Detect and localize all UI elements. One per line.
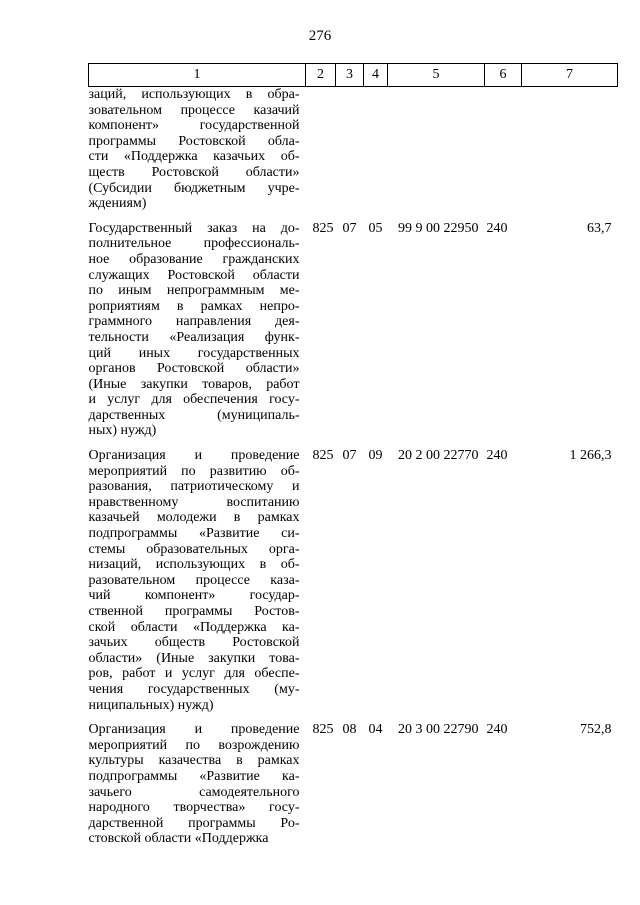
table-body — [89, 87, 618, 856]
description-line: и услуг для обеспечения госу- — [88, 392, 300, 408]
description-line: ров, работ и услуг для обеспе- — [88, 666, 300, 682]
description-line: роприятиям в рамках непро- — [88, 298, 300, 314]
code-razdel: 07 — [342, 448, 357, 464]
code-razdel: 08 — [342, 722, 357, 738]
description-line: подпрограммы «Развитие ка- — [88, 768, 300, 784]
description-line: служащих Ростовской области — [88, 267, 300, 283]
code-target-article: 20 2 00 22770 — [398, 448, 479, 464]
description-line: разования, патриотическому и — [88, 479, 300, 495]
code-glava: 825 — [312, 220, 334, 236]
code-razdel — [336, 87, 364, 221]
amount — [522, 87, 618, 221]
table-row — [89, 448, 618, 722]
description-line: (Иные закупки товаров, работ — [88, 376, 300, 392]
code-glava: 825 — [312, 448, 334, 464]
description-line: культуры казачества в рамках — [88, 753, 300, 769]
code-target-article — [388, 87, 485, 221]
description-line: зовательном процессе казачий — [88, 102, 300, 118]
code-target-article: 99 9 00 22950 — [398, 220, 479, 236]
code-glava: 825 — [312, 722, 334, 738]
description-line: Организация и проведение — [88, 448, 300, 464]
description-line: чий компонент» государ- — [88, 588, 300, 604]
table-row — [89, 722, 618, 856]
description-line: ций иных государственных — [88, 345, 300, 361]
header-col-5: 5 — [388, 64, 485, 87]
description-line: дарственной программы Ро- — [88, 815, 300, 831]
code-glava — [306, 87, 336, 221]
description-line: ное образование гражданских — [88, 251, 300, 267]
description-line: заций, использующих в обра- — [88, 87, 300, 102]
budget-table — [88, 63, 618, 856]
description-line: Организация и проведение — [88, 722, 300, 738]
description-line: стовской области «Поддержка — [88, 831, 269, 847]
code-podrazdel: 04 — [368, 722, 383, 738]
row-description — [89, 221, 306, 448]
description-line: сти «Поддержка казачьих об- — [88, 149, 300, 165]
description-line: народного творчества» госу- — [88, 800, 300, 816]
description-line: ных) нужд) — [88, 423, 157, 439]
description-line: полнительное профессиональ- — [88, 236, 300, 252]
description-line: граммного направления дея- — [88, 314, 300, 330]
description-line: области» (Иные закупки това- — [88, 650, 300, 666]
code-expense-type: 240 — [486, 448, 508, 464]
description-line: тельности «Реализация функ- — [88, 329, 300, 345]
amount: 63,7 — [587, 220, 612, 236]
code-expense-type: 240 — [486, 722, 508, 738]
description-line: компонент» государственной — [88, 118, 300, 134]
description-line: Государственный заказ на до- — [88, 220, 300, 236]
description-line: зачьего самодеятельного — [88, 784, 300, 800]
description-line: мероприятий по развитию об- — [88, 463, 300, 479]
description-line: зачьих обществ Ростовской — [88, 635, 300, 651]
header-col-3: 3 — [336, 64, 364, 87]
description-line: чения государственных (му- — [88, 681, 300, 697]
header-col-6: 6 — [485, 64, 522, 87]
description-line: дарственных (муниципаль- — [88, 407, 300, 423]
description-line: мероприятий по возрождению — [88, 737, 300, 753]
code-podrazdel — [364, 87, 388, 221]
description-line: программы Ростовской обла- — [88, 133, 300, 149]
description-line: подпрограммы «Развитие си- — [88, 526, 300, 542]
code-podrazdel: 09 — [368, 448, 383, 464]
amount: 1 266,3 — [569, 448, 612, 464]
code-razdel: 07 — [342, 220, 357, 236]
description-line: стемы образовательных орга- — [88, 541, 300, 557]
description-line: (Субсидии бюджетным учре- — [88, 180, 300, 196]
row-description — [89, 448, 306, 722]
header-col-2: 2 — [306, 64, 336, 87]
description-line: ниципальных) нужд) — [88, 697, 214, 713]
table-row — [89, 87, 618, 221]
code-target-article: 20 3 00 22790 — [398, 722, 479, 738]
description-line: органов Ростовской области» — [88, 361, 300, 377]
code-expense-type: 240 — [486, 220, 508, 236]
row-description — [89, 87, 306, 221]
description-line: казачьей молодежи в рамках — [88, 510, 300, 526]
header-row — [89, 64, 618, 87]
code-expense-type — [485, 87, 522, 221]
description-line: ждениям) — [88, 196, 147, 212]
description-line: ственной программы Ростов- — [88, 604, 300, 619]
header-col-4: 4 — [364, 64, 388, 87]
header-col-7: 7 — [522, 64, 618, 87]
table-row — [89, 221, 618, 448]
code-podrazdel: 05 — [368, 220, 383, 236]
row-description — [89, 722, 306, 856]
description-line: разовательном процессе каза- — [88, 572, 300, 588]
description-line: по иным непрограммным ме- — [88, 283, 300, 299]
description-line: ществ Ростовской области» — [88, 164, 300, 180]
page-number: 276 — [308, 28, 332, 44]
header-col-1: 1 — [89, 64, 306, 87]
description-line: нравственному воспитанию — [88, 494, 300, 510]
description-line: ской области «Поддержка ка- — [88, 619, 300, 635]
description-line: низаций, использующих в об- — [88, 557, 300, 573]
amount: 752,8 — [580, 722, 612, 738]
